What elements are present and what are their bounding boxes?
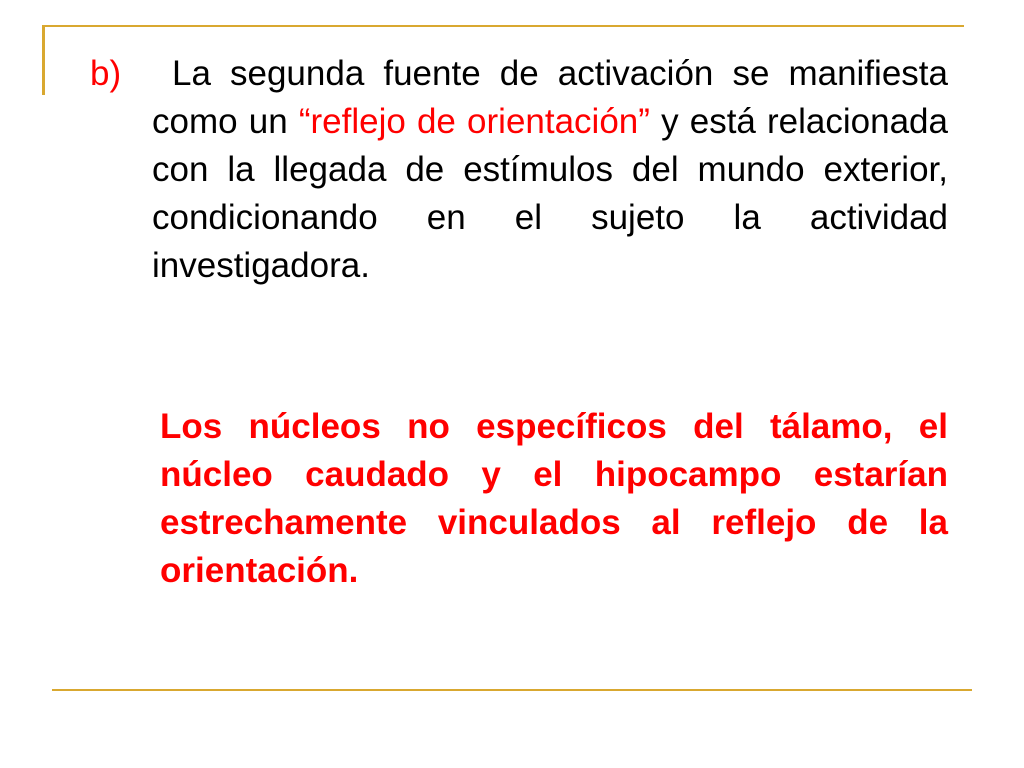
- red-note-paragraph: Los núcleos no específicos del tálamo, el núcleo caudado y el hipocampo estarían estrechamente vinculados al reflejo de la orientación.: [160, 407, 948, 590]
- point-b-text-before: La segunda fuente de activación se manifiesta como un: [152, 54, 948, 141]
- left-accent-line: [42, 25, 45, 95]
- point-b-text-after: y está relacionada con la llegada de estímulos del mundo exterior, condicionando en el sujeto la actividad investigadora.: [152, 102, 948, 285]
- point-b-highlight: “reflejo de orientación”: [298, 102, 650, 141]
- point-b-paragraph: [152, 50, 948, 290]
- top-accent-line: [42, 25, 964, 27]
- bottom-accent-line: [52, 689, 972, 691]
- bullet-marker-b: b): [90, 54, 122, 93]
